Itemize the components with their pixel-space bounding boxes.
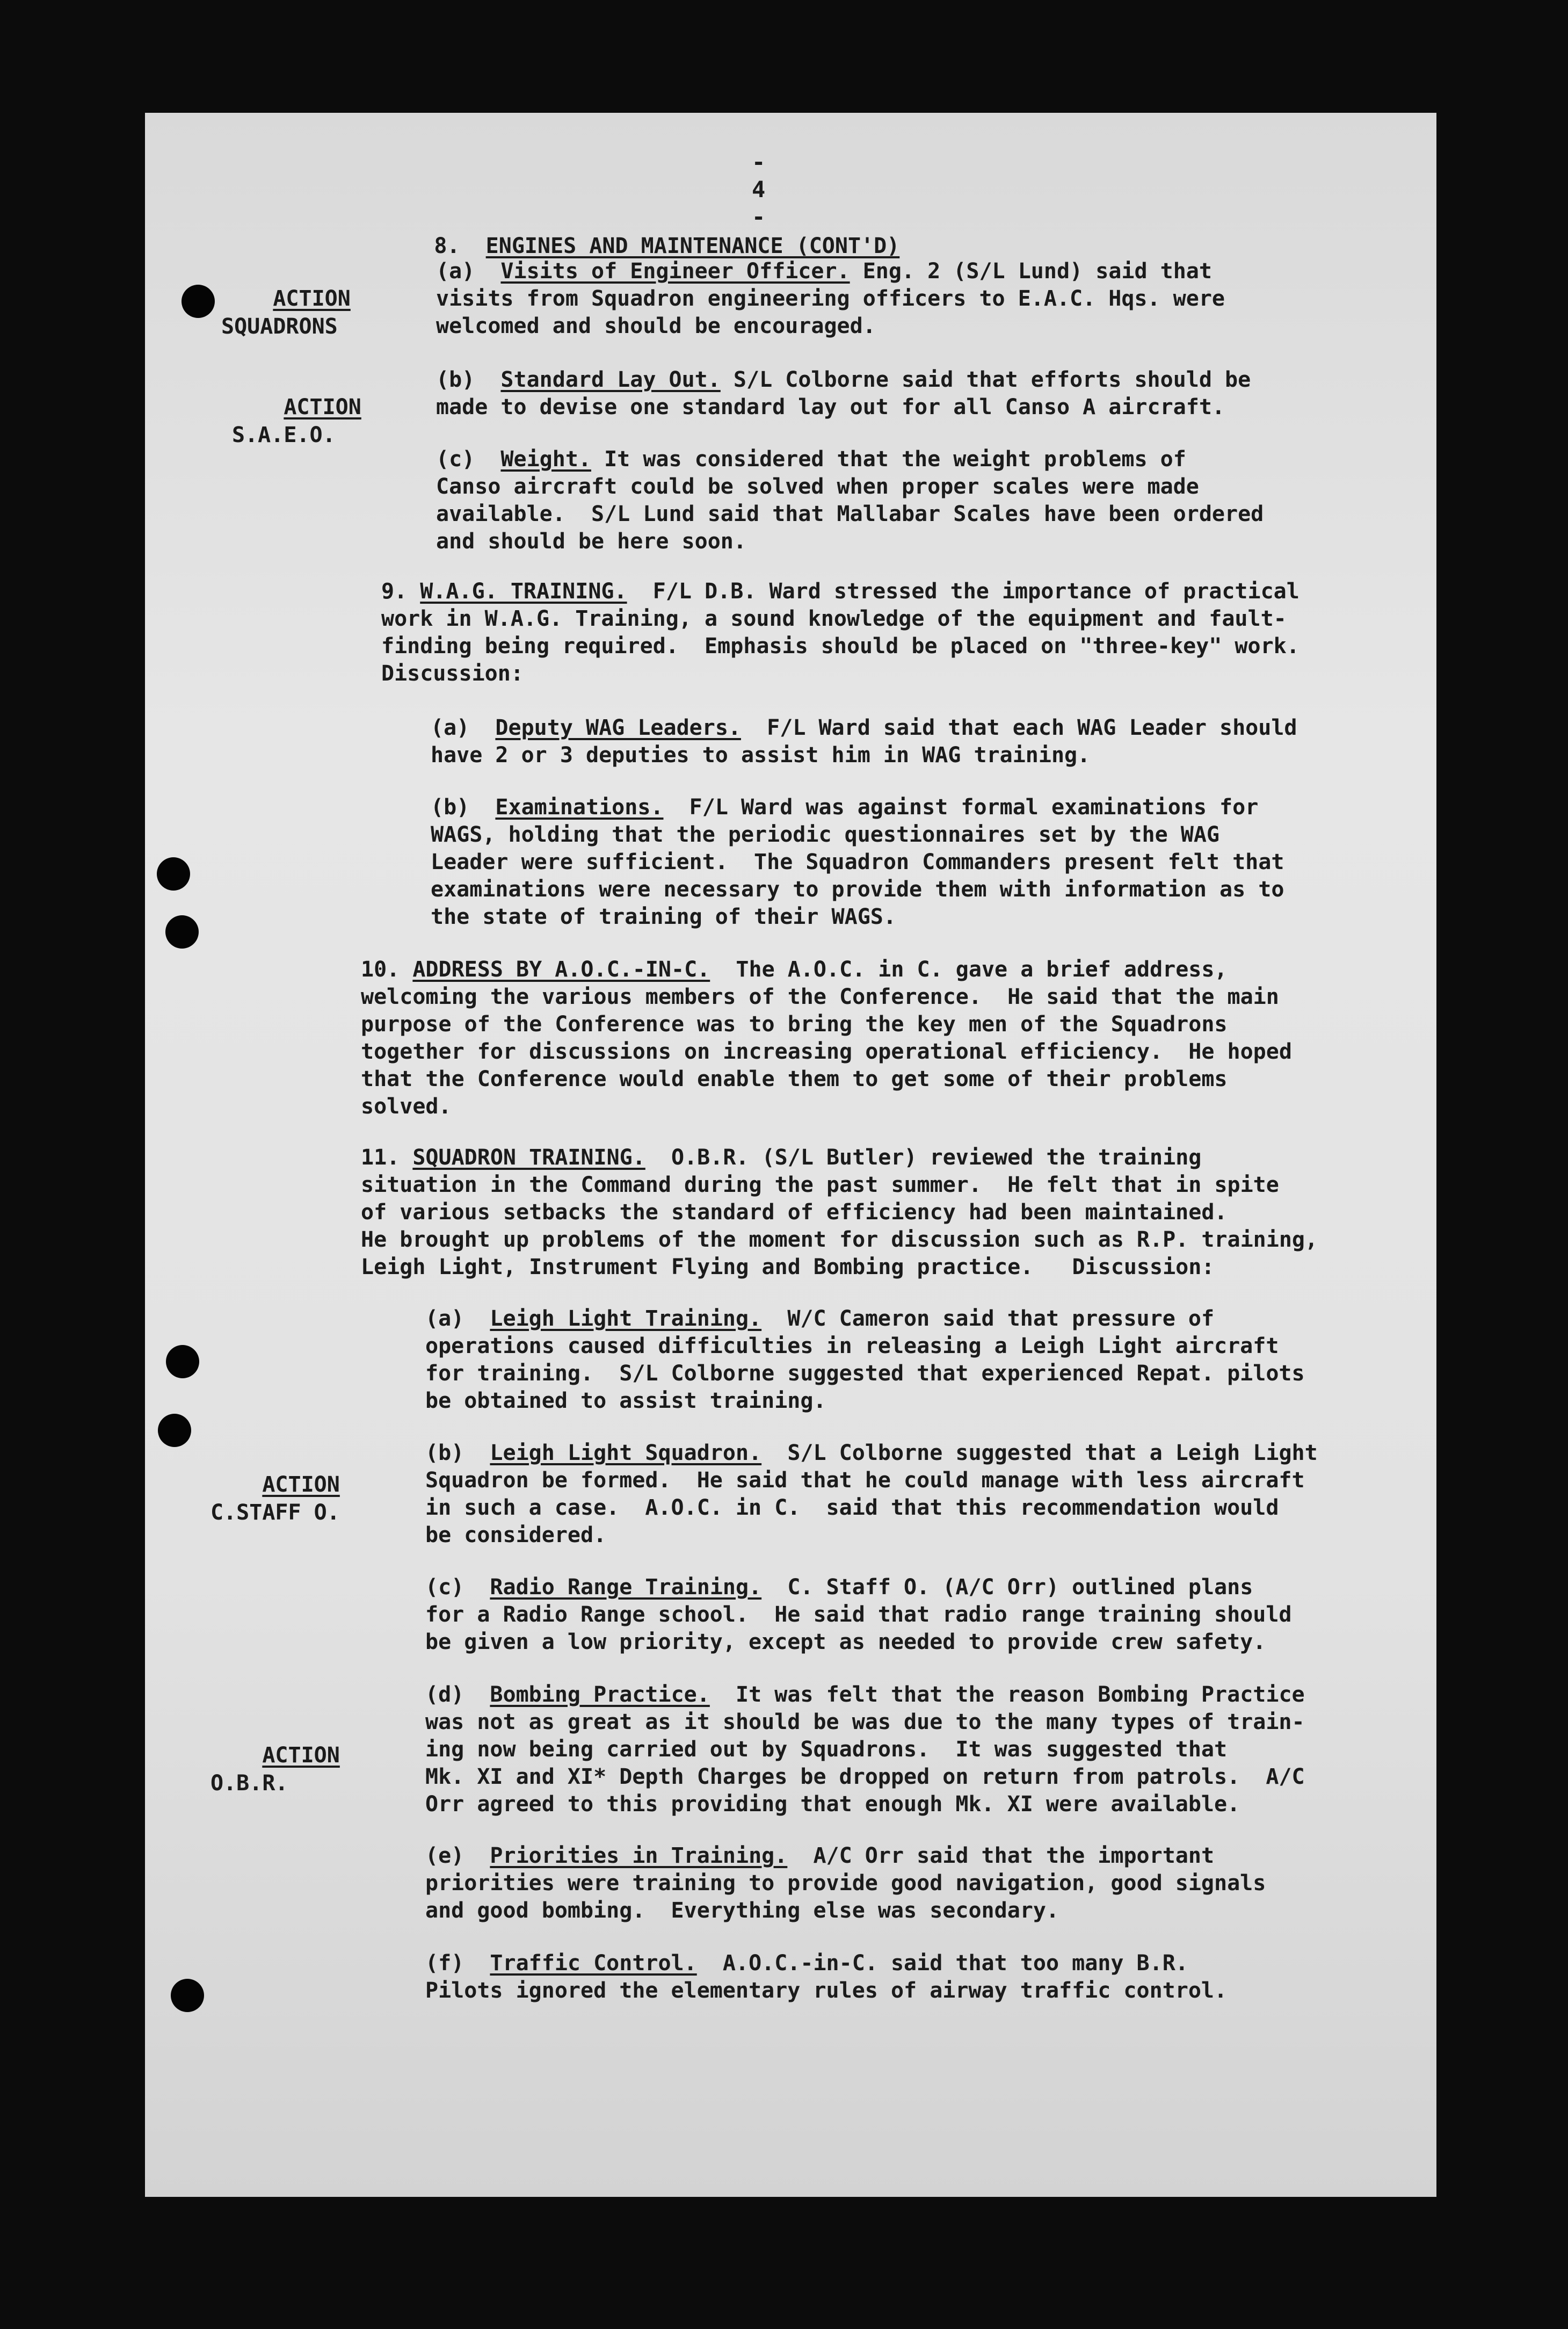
paragraph-11 bbox=[361, 1144, 1318, 1281]
item-text: S/L Colborne said that efforts should be bbox=[720, 367, 1251, 392]
item-text-more: have 2 or 3 deputies to assist him in WAG training. bbox=[431, 743, 1091, 768]
item-label: (b) bbox=[425, 1441, 464, 1465]
item-text-more: Canso aircraft could be solved when proper scales were made available. S/L Lund said that Mallabar Scales have been ordered and should be here soon. bbox=[436, 474, 1264, 554]
item-text-more: priorities were training to provide good navigation, good signals and good bombing. Everything else was secondary. bbox=[425, 1871, 1266, 1923]
page-number: - 4 - bbox=[752, 149, 766, 230]
item-text-more: Squadron be formed. He said that he could manage with less aircraft in such a case. A.O.C. in C. said that this recommendation would be considered. bbox=[425, 1468, 1305, 1547]
item-label: (d) bbox=[425, 1682, 464, 1707]
item-title: Weight. bbox=[500, 447, 591, 472]
item-label: (b) bbox=[431, 795, 470, 820]
item-text: S/L Colborne suggested that a Leigh Light bbox=[761, 1441, 1318, 1465]
item-text: W/C Cameron said that pressure of bbox=[761, 1306, 1215, 1331]
action-target: S.A.E.O. bbox=[232, 423, 336, 447]
punch-hole-6 bbox=[171, 1979, 204, 2012]
paragraph-11a bbox=[425, 1305, 1305, 1415]
paragraph-10 bbox=[361, 956, 1292, 1120]
item-label: (a) bbox=[431, 715, 470, 740]
item-text: It was considered that the weight problems of bbox=[591, 447, 1186, 472]
section-8-number: 8. bbox=[434, 234, 460, 258]
item-label: (a) bbox=[436, 259, 475, 284]
paragraph-9b bbox=[431, 794, 1284, 931]
paragraph-9 bbox=[381, 578, 1300, 688]
action-squadrons-note bbox=[221, 257, 351, 368]
item-title: Priorities in Training. bbox=[490, 1843, 788, 1868]
action-target: SQUADRONS bbox=[221, 314, 338, 339]
paragraph-11f bbox=[425, 1950, 1227, 2005]
paragraph-11d bbox=[425, 1681, 1305, 1818]
item-label: (b) bbox=[436, 367, 475, 392]
item-label: (c) bbox=[436, 447, 475, 472]
item-text: C. Staff O. (A/C Orr) outlined plans bbox=[761, 1575, 1253, 1600]
item-title: Leigh Light Squadron. bbox=[490, 1441, 762, 1465]
item-label: (c) bbox=[425, 1575, 464, 1600]
item-text: F/L Ward said that each WAG Leader should bbox=[741, 715, 1297, 740]
action-label: ACTION bbox=[284, 395, 361, 419]
action-label: ACTION bbox=[262, 1472, 340, 1497]
item-text: It was felt that the reason Bombing Practice bbox=[709, 1682, 1305, 1707]
item-label: (f) bbox=[425, 1951, 464, 1976]
paragraph-8c bbox=[436, 446, 1264, 555]
item-title: Deputy WAG Leaders. bbox=[495, 715, 741, 740]
item-title: Visits of Engineer Officer. bbox=[500, 259, 850, 284]
punch-hole-3 bbox=[165, 915, 199, 949]
item-label: 9. bbox=[381, 579, 408, 604]
item-title: W.A.G. TRAINING. bbox=[420, 579, 627, 604]
item-text: O.B.R. (S/L Butler) reviewed the training bbox=[645, 1145, 1202, 1170]
item-text-more: visits from Squadron engineering officers to E.A.C. Hqs. were welcomed and should be encouraged. bbox=[436, 286, 1225, 338]
action-target: O.B.R. bbox=[210, 1771, 288, 1796]
item-text-more: welcoming the various members of the Conference. He said that the main purpose of the Conference was to bring the key men of the Squadrons together for discussions on increasing operational efficiency. He hoped that the Conference would enable them to get some of their problems solved. bbox=[361, 985, 1292, 1119]
item-text-more: operations caused difficulties in releasing a Leigh Light aircraft for training. S/L Colborne suggested that experienced Repat. pilots be obtained to assist training. bbox=[425, 1334, 1305, 1413]
section-8-title: ENGINES AND MAINTENANCE (CONT'D) bbox=[485, 234, 900, 258]
item-title: Leigh Light Training. bbox=[490, 1306, 762, 1331]
item-text-more: for a Radio Range school. He said that radio range training should be given a low priority, except as needed to provide crew safety. bbox=[425, 1602, 1292, 1654]
item-text: F/L Ward was against formal examinations for bbox=[663, 795, 1259, 820]
item-text-more: work in W.A.G. Training, a sound knowledge of the equipment and fault- finding being required. Emphasis should be placed on "three-key" work. Discussion: bbox=[381, 606, 1300, 686]
paragraph-11c bbox=[425, 1574, 1292, 1656]
paragraph-8a bbox=[436, 258, 1225, 340]
item-title: Standard Lay Out. bbox=[500, 367, 721, 392]
action-saeo-note bbox=[232, 365, 361, 477]
item-text-more: Pilots ignored the elementary rules of airway traffic control. bbox=[425, 1978, 1228, 2003]
item-label: 11. bbox=[361, 1145, 400, 1170]
paragraph-11b bbox=[425, 1440, 1318, 1549]
item-text: F/L D.B. Ward stressed the importance of practical bbox=[627, 579, 1300, 604]
item-title: Traffic Control. bbox=[490, 1951, 697, 1976]
item-text-more: made to devise one standard lay out for all Canso A aircraft. bbox=[436, 395, 1225, 419]
item-title: ADDRESS BY A.O.C.-IN-C. bbox=[412, 957, 710, 982]
action-target: C.STAFF O. bbox=[210, 1500, 340, 1525]
item-title: Examinations. bbox=[495, 795, 664, 820]
item-text-more: WAGS, holding that the periodic questionnaires set by the WAG Leader were sufficient. The Squadron Commanders present felt that examinations were necessary to provide them with information as to the state of training of their WAGS. bbox=[431, 822, 1284, 929]
item-text-more: was not as great as it should be was due to the many types of train- ing now being carried out by Squadrons. It was suggested that Mk. XI and XI* Depth Charges be dropped on return from patrols. A/C Orr agreed to this providing that enough Mk. XI were available. bbox=[425, 1710, 1305, 1817]
item-text: A/C Orr said that the important bbox=[787, 1843, 1215, 1868]
item-label: (a) bbox=[425, 1306, 464, 1331]
item-text-more: situation in the Command during the past summer. He felt that in spite of various setbacks the standard of efficiency had been maintained. He brought up problems of the moment for discussion such as R.P. training, Leigh Light, Instrument Flying and Bombing practice. Discussion: bbox=[361, 1173, 1318, 1279]
punch-hole-5 bbox=[158, 1414, 191, 1447]
item-title: Radio Range Training. bbox=[490, 1575, 762, 1600]
item-title: Bombing Practice. bbox=[490, 1682, 710, 1707]
action-cstaff-note bbox=[210, 1443, 340, 1554]
punch-hole-2 bbox=[157, 857, 190, 891]
action-obr-note bbox=[210, 1713, 340, 1825]
item-title: SQUADRON TRAINING. bbox=[412, 1145, 645, 1170]
action-label: ACTION bbox=[262, 1743, 340, 1768]
paragraph-8b bbox=[436, 366, 1251, 421]
punch-hole-1 bbox=[182, 285, 215, 318]
action-label: ACTION bbox=[273, 286, 351, 311]
paragraph-9a bbox=[431, 714, 1297, 769]
paragraph-11e bbox=[425, 1842, 1266, 1925]
item-label: (e) bbox=[425, 1843, 464, 1868]
punch-hole-4 bbox=[166, 1345, 199, 1378]
item-label: 10. bbox=[361, 957, 400, 982]
item-text: A.O.C.-in-C. said that too many B.R. bbox=[696, 1951, 1188, 1976]
item-text: The A.O.C. in C. gave a brief address, bbox=[710, 957, 1228, 982]
item-text: Eng. 2 (S/L Lund) said that bbox=[850, 259, 1212, 284]
